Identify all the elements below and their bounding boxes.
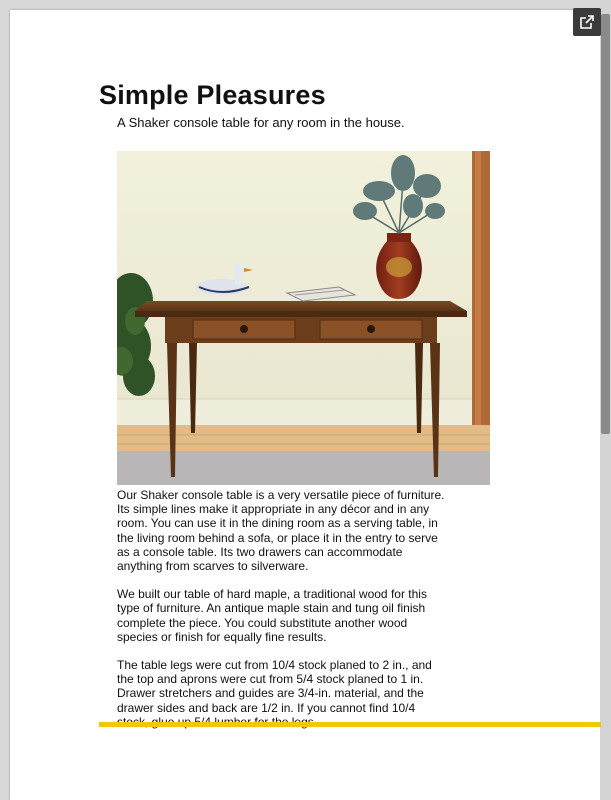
article-title: Simple Pleasures [99, 80, 326, 110]
body-paragraph: The table legs were cut from 10/4 stock planed to 2 in., and the top and aprons were cut from 5/4 stock planed to 1 in. Drawer stretchers and guides are 3/4-in. material, and the drawer sides and back are 1/2 in. If you cannot find 10/4 [117, 658, 432, 715]
shaker-table-illustration [117, 151, 490, 485]
popout-icon [579, 14, 595, 30]
scrollbar-thumb[interactable] [601, 14, 610, 434]
accent-rule [99, 722, 601, 727]
scrollbar[interactable] [600, 0, 611, 800]
popout-button[interactable] [573, 8, 601, 36]
article-subtitle: A Shaker console table for any room in the house. [117, 115, 405, 130]
table-photo [117, 151, 490, 485]
body-paragraph: Our Shaker console table is a very versatile piece of furniture. Its simple lines make it appropriate in any décor and in any room. You can use it in the dining room as a serving table, in the living room behind a sofa, or place it in the entry to serve as a console table. Its two drawers can accommodate anything from scarves to silverware. [117, 488, 445, 574]
body-paragraph: We built our table of hard maple, a traditional wood for this type of furniture. An antique maple stain and tung oil finish complete the piece. You could substitute another wood species or finish for equally fine results. [117, 587, 427, 644]
article-body [117, 488, 447, 743]
